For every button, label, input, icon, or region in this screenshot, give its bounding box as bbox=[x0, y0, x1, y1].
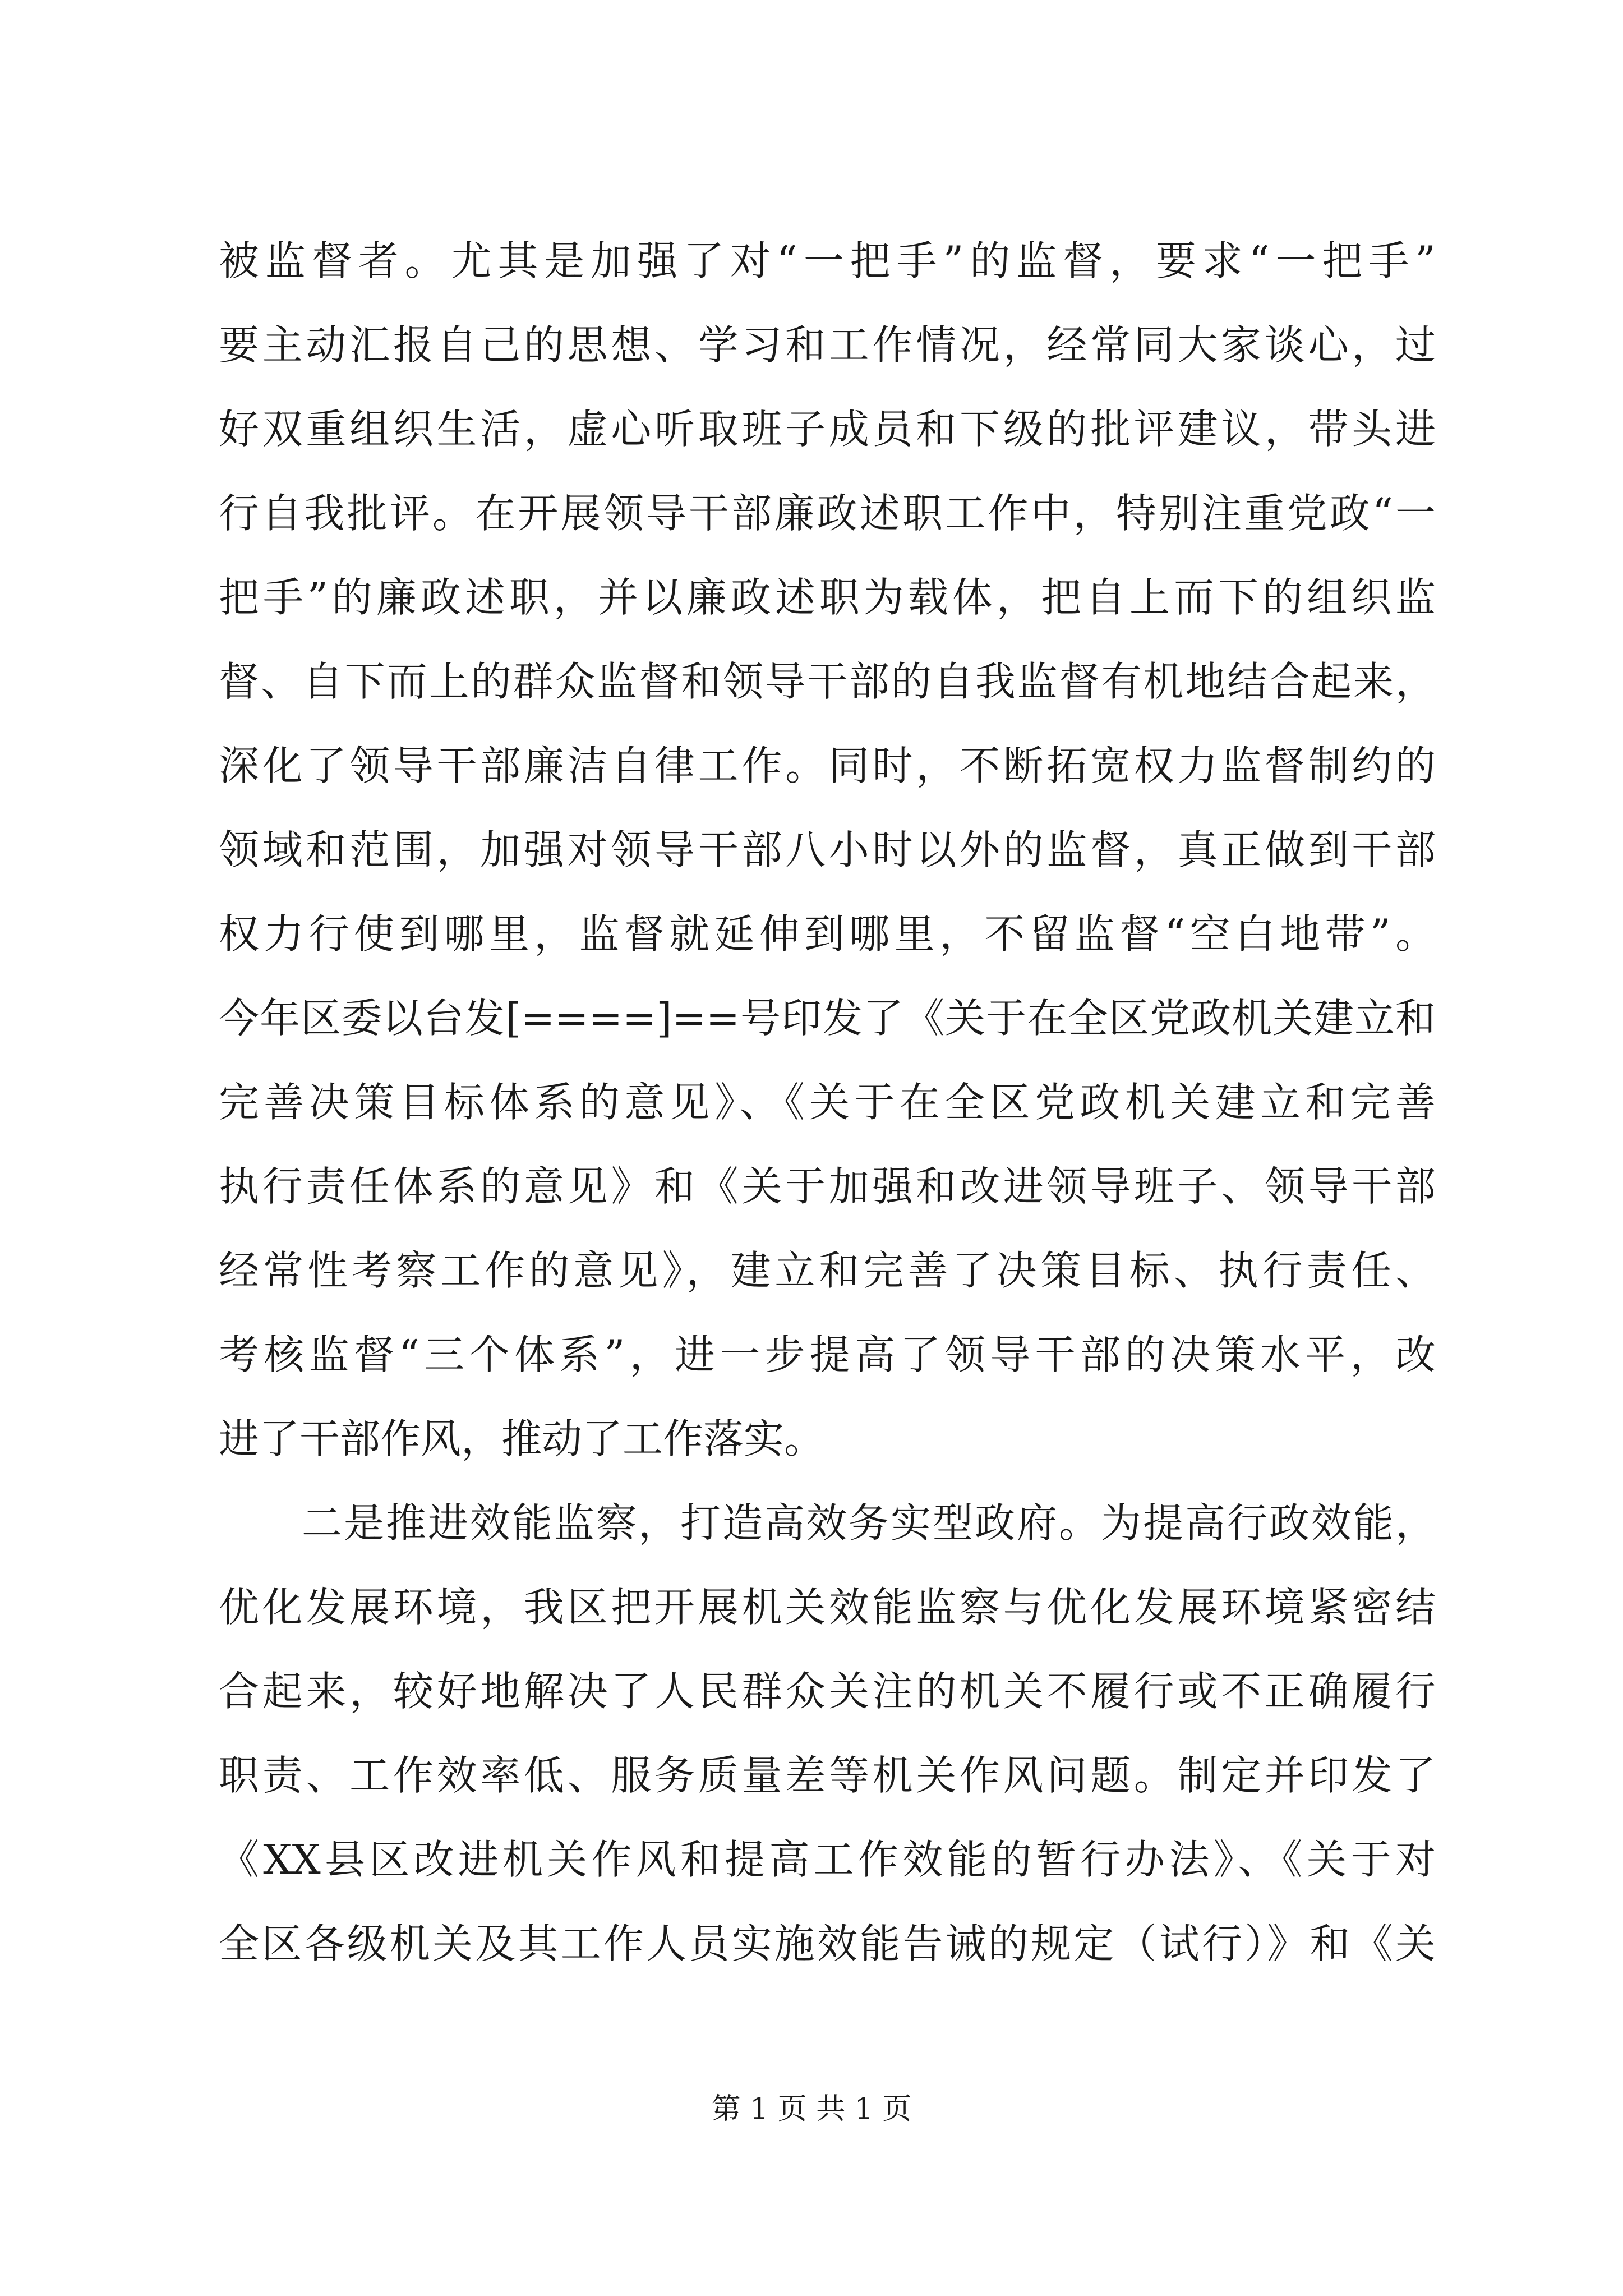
document-body bbox=[219, 219, 1436, 1986]
text-line: 执行责任体系的意见》和《关于加强和改进领导班子、领导干部 bbox=[219, 1163, 1436, 1210]
text-line: 经常性考察工作的意见》，建立和完善了决策目标、执行责任、 bbox=[219, 1247, 1436, 1294]
text-line: 好双重组织生活，虚心听取班子成员和下级的批评建议，带头进 bbox=[219, 406, 1436, 453]
paragraph-start-line: 二是推进效能监察，打造高效务实型政府。为提高行政效能， bbox=[302, 1499, 1436, 1547]
text-line: 《XX县区改进机关作风和提高工作效能的暂行办法》、《关于对 bbox=[219, 1836, 1436, 1883]
text-line: 完善决策目标体系的意见》、《关于在全区党政机关建立和完善 bbox=[219, 1079, 1436, 1126]
text-line: 优化发展环境，我区把开展机关效能监察与优化发展环境紧密结 bbox=[219, 1584, 1436, 1631]
text-line: 今年区委以台发[====]==号印发了《关于在全区党政机关建立和 bbox=[219, 995, 1436, 1042]
text-line: 督、自下而上的群众监督和领导干部的自我监督有机地结合起来， bbox=[219, 658, 1436, 705]
text-line: 职责、工作效率低、服务质量差等机关作风问题。制定并印发了 bbox=[219, 1752, 1436, 1799]
text-line: 把手”的廉政述职，并以廉政述职为载体，把自上而下的组织监 bbox=[219, 574, 1436, 621]
text-line: 被监督者。尤其是加强了对“一把手”的监督，要求“一把手” bbox=[219, 237, 1436, 284]
page-number: 第 1 页 共 1 页 bbox=[711, 2092, 912, 2126]
paragraph-end-line: 进了干部作风，推动了工作落实。 bbox=[219, 1415, 825, 1462]
text-line: 权力行使到哪里，监督就延伸到哪里，不留监督“空白地带”。 bbox=[219, 910, 1436, 958]
text-line: 深化了领导干部廉洁自律工作。同时，不断拓宽权力监督制约的 bbox=[219, 742, 1436, 789]
text-line: 考核监督“三个体系”，进一步提高了领导干部的决策水平，改 bbox=[219, 1331, 1436, 1378]
text-line: 要主动汇报自己的思想、学习和工作情况，经常同大家谈心，过 bbox=[219, 321, 1436, 369]
text-line: 行自我批评。在开展领导干部廉政述职工作中，特别注重党政“一 bbox=[219, 490, 1436, 537]
text-line: 合起来，较好地解决了人民群众关注的机关不履行或不正确履行 bbox=[219, 1668, 1436, 1715]
page-footer bbox=[0, 2087, 1623, 2132]
text-line: 全区各级机关及其工作人员实施效能告诫的规定（试行）》和《关 bbox=[219, 1920, 1436, 1967]
text-line: 领域和范围，加强对领导干部八小时以外的监督，真正做到干部 bbox=[219, 826, 1436, 873]
